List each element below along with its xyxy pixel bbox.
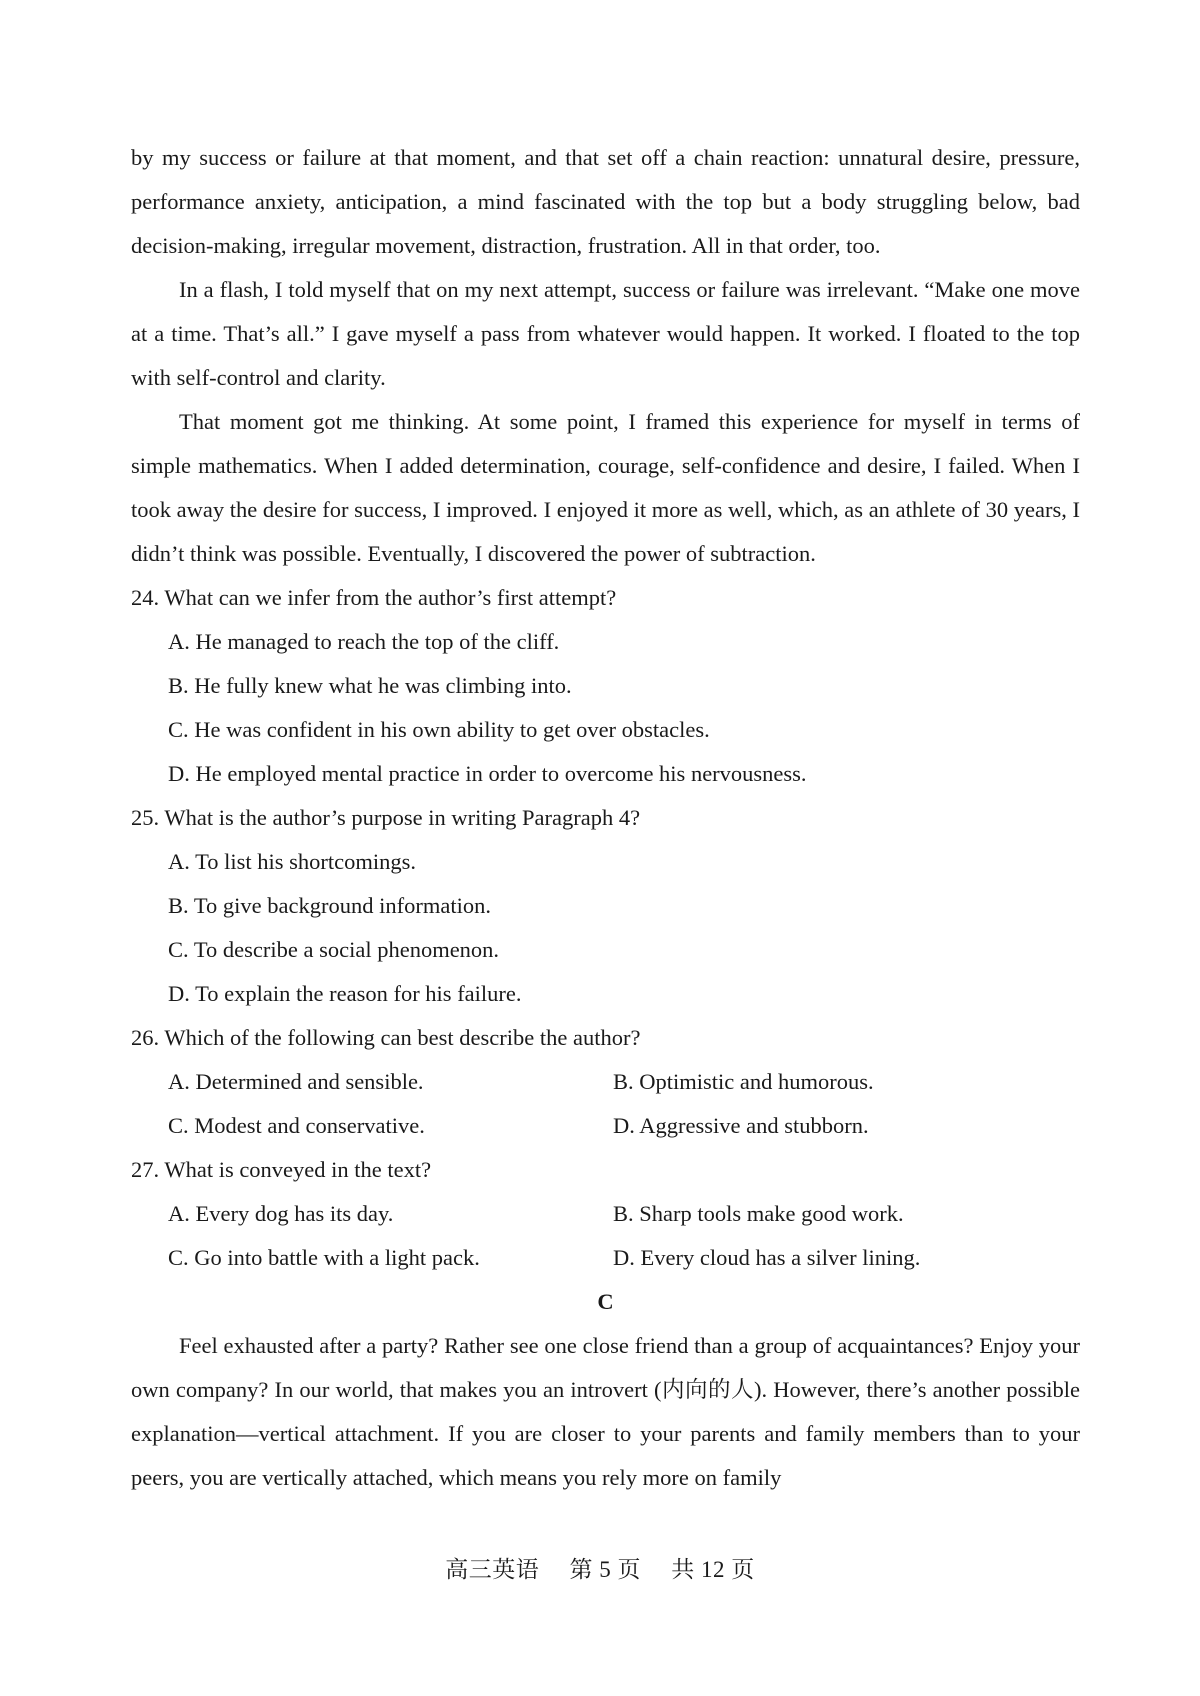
option-b: B. Optimistic and humorous. [613,1069,874,1094]
question-25 [131,796,1080,1016]
option-row [131,1060,1080,1104]
option-row [131,1104,1080,1148]
section-c-heading: C [597,1289,614,1314]
question-stem: 27. What is conveyed in the text? [131,1157,432,1182]
passage-b-paragraph-1: by my success or failure at that moment, and that set off a chain reaction: unnatural desire, pressure, performance anxiety, anticipation, a mind fascinated with the top but a body struggling below, bad decision-making, irregular movement, distraction, frustration. All in that order, too. [131,145,1080,258]
option-d: D. Every cloud has a silver lining. [613,1245,921,1270]
option-row [131,1192,1080,1236]
page-footer [0,1551,1200,1584]
option-d: D. Aggressive and stubborn. [613,1113,869,1138]
question-stem: 24. What can we infer from the author’s first attempt? [131,585,617,610]
option-b: B. To give background information. [168,893,491,918]
option-b: B. He fully knew what he was climbing into. [168,673,572,698]
option-c: C. Modest and conservative. [168,1113,425,1138]
page-content [131,136,1080,1500]
option-a: A. To list his shortcomings. [168,849,417,874]
option-b: B. Sharp tools make good work. [613,1201,904,1226]
passage-b-paragraph-2: In a flash, I told myself that on my next attempt, success or failure was irrelevant. “Make one move at a time. That’s all.” I gave myself a pass from whatever would happen. It worked. I floated to the top with self-control and clarity. [131,277,1080,390]
option-c: C. To describe a social phenomenon. [168,937,500,962]
option-c: C. He was confident in his own ability to get over obstacles. [168,717,710,742]
option-d: D. He employed mental practice in order to overcome his nervousness. [168,761,807,786]
footer-page-number: 第 5 页 [569,1557,641,1582]
section-c-paragraph: Feel exhausted after a party? Rather see one close friend than a group of acquaintances? Enjoy your own company? In our world, that makes you an introvert (内向的人). However, there’s another possible explanation—vertical attachment. If you are closer to your parents and family members than to your peers, you are vertically attached, which means you rely more on family [131,1333,1080,1490]
option-a: A. Every dog has its day. [168,1201,394,1226]
question-stem: 26. Which of the following can best describe the author? [131,1025,641,1050]
option-c: C. Go into battle with a light pack. [168,1245,480,1270]
footer-total-pages: 共 12 页 [671,1557,755,1582]
option-row [131,1236,1080,1280]
question-27 [131,1148,1080,1280]
question-24 [131,576,1080,796]
option-d: D. To explain the reason for his failure. [168,981,522,1006]
option-a: A. Determined and sensible. [168,1069,424,1094]
question-stem: 25. What is the author’s purpose in writing Paragraph 4? [131,805,641,830]
passage-b-paragraph-3: That moment got me thinking. At some point, I framed this experience for myself in terms of simple mathematics. When I added determination, courage, self-confidence and desire, I failed. When I took away the desire for success, I improved. I enjoyed it more as well, which, as an athlete of 30 years, I didn’t think was possible. Eventually, I discovered the power of subtraction. [131,409,1080,566]
option-a: A. He managed to reach the top of the cliff. [168,629,560,654]
question-26 [131,1016,1080,1148]
footer-subject: 高三英语 [445,1557,540,1582]
